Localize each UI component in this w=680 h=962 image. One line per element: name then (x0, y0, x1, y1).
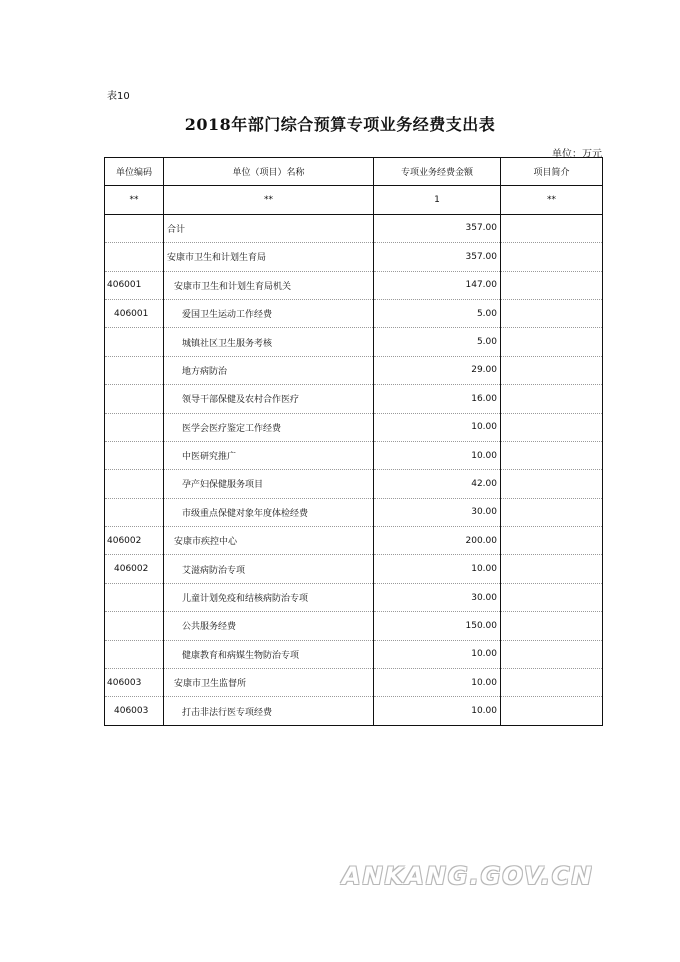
row-code: 406003 (105, 669, 164, 697)
index-intro: ** (501, 186, 603, 214)
row-name: 城镇社区卫生服务考核 (164, 328, 374, 356)
row-amount: 5.00 (374, 299, 501, 327)
row-name: 公共服务经费 (164, 612, 374, 640)
row-name: 地方病防治 (164, 356, 374, 384)
row-intro (501, 555, 603, 583)
row-name: 艾滋病防治专项 (164, 555, 374, 583)
row-intro (501, 583, 603, 611)
row-code (105, 243, 164, 271)
row-amount: 147.00 (374, 271, 501, 299)
row-name: 打击非法行医专项经费 (164, 697, 374, 725)
table-row (105, 669, 603, 697)
row-name: 安康市卫生和计划生育局 (164, 243, 374, 271)
header-code: 单位编码 (105, 158, 164, 186)
table-row (105, 498, 603, 526)
table-number-label: 表10 (107, 91, 130, 102)
row-amount: 30.00 (374, 583, 501, 611)
row-intro (501, 385, 603, 413)
row-code: 406001 (105, 299, 164, 327)
table-row (105, 271, 603, 299)
table-index-row (105, 186, 603, 214)
row-code (105, 640, 164, 668)
row-amount: 10.00 (374, 413, 501, 441)
table-header-row (105, 158, 603, 186)
row-amount: 5.00 (374, 328, 501, 356)
table-row (105, 555, 603, 583)
row-name: 健康教育和病媒生物防治专项 (164, 640, 374, 668)
row-amount: 357.00 (374, 214, 501, 242)
row-intro (501, 498, 603, 526)
table-row (105, 243, 603, 271)
row-intro (501, 243, 603, 271)
row-code (105, 214, 164, 242)
table-row (105, 356, 603, 384)
row-name: 领导干部保健及农村合作医疗 (164, 385, 374, 413)
row-intro (501, 612, 603, 640)
row-name: 孕产妇保健服务项目 (164, 470, 374, 498)
row-amount: 10.00 (374, 669, 501, 697)
row-code: 406002 (105, 527, 164, 555)
row-amount: 29.00 (374, 356, 501, 384)
row-intro (501, 271, 603, 299)
table-row (105, 583, 603, 611)
row-intro (501, 640, 603, 668)
row-amount: 357.00 (374, 243, 501, 271)
table-row (105, 612, 603, 640)
table-row (105, 527, 603, 555)
row-name: 安康市卫生和计划生育局机关 (164, 271, 374, 299)
index-code: ** (105, 186, 164, 214)
row-code (105, 612, 164, 640)
index-amount: 1 (374, 186, 501, 214)
row-amount: 150.00 (374, 612, 501, 640)
table-row (105, 299, 603, 327)
row-code (105, 356, 164, 384)
table-row (105, 385, 603, 413)
row-code: 406002 (105, 555, 164, 583)
row-code (105, 413, 164, 441)
table-row (105, 640, 603, 668)
row-intro (501, 441, 603, 469)
row-code (105, 498, 164, 526)
unit-label: 单位：万元 (552, 149, 602, 160)
row-amount: 42.00 (374, 470, 501, 498)
table-row (105, 214, 603, 242)
row-intro (501, 527, 603, 555)
header-intro: 项目简介 (501, 158, 603, 186)
table-row (105, 697, 603, 725)
row-intro (501, 470, 603, 498)
row-name: 儿童计划免疫和结核病防治专项 (164, 583, 374, 611)
table-row (105, 470, 603, 498)
budget-table (104, 157, 603, 726)
row-code (105, 328, 164, 356)
table-row (105, 413, 603, 441)
row-amount: 10.00 (374, 697, 501, 725)
row-intro (501, 299, 603, 327)
row-intro (501, 697, 603, 725)
row-name: 合计 (164, 214, 374, 242)
row-name: 医学会医疗鉴定工作经费 (164, 413, 374, 441)
table-row (105, 328, 603, 356)
row-name: 市级重点保健对象年度体检经费 (164, 498, 374, 526)
row-code (105, 385, 164, 413)
row-name: 中医研究推广 (164, 441, 374, 469)
row-intro (501, 669, 603, 697)
row-code: 406003 (105, 697, 164, 725)
row-amount: 200.00 (374, 527, 501, 555)
row-amount: 16.00 (374, 385, 501, 413)
header-amount: 专项业务经费金额 (374, 158, 501, 186)
table-row (105, 441, 603, 469)
row-code (105, 441, 164, 469)
row-name: 爱国卫生运动工作经费 (164, 299, 374, 327)
row-intro (501, 413, 603, 441)
header-name: 单位（项目）名称 (164, 158, 374, 186)
row-name: 安康市卫生监督所 (164, 669, 374, 697)
row-intro (501, 214, 603, 242)
row-amount: 10.00 (374, 640, 501, 668)
row-amount: 30.00 (374, 498, 501, 526)
row-code (105, 583, 164, 611)
row-intro (501, 328, 603, 356)
watermark: ANKANG.GOV.CN (342, 862, 594, 890)
row-code: 406001 (105, 271, 164, 299)
index-name: ** (164, 186, 374, 214)
row-code (105, 470, 164, 498)
row-name: 安康市疾控中心 (164, 527, 374, 555)
row-amount: 10.00 (374, 441, 501, 469)
row-amount: 10.00 (374, 555, 501, 583)
row-intro (501, 356, 603, 384)
page-title: 2018年部门综合预算专项业务经费支出表 (184, 115, 496, 134)
